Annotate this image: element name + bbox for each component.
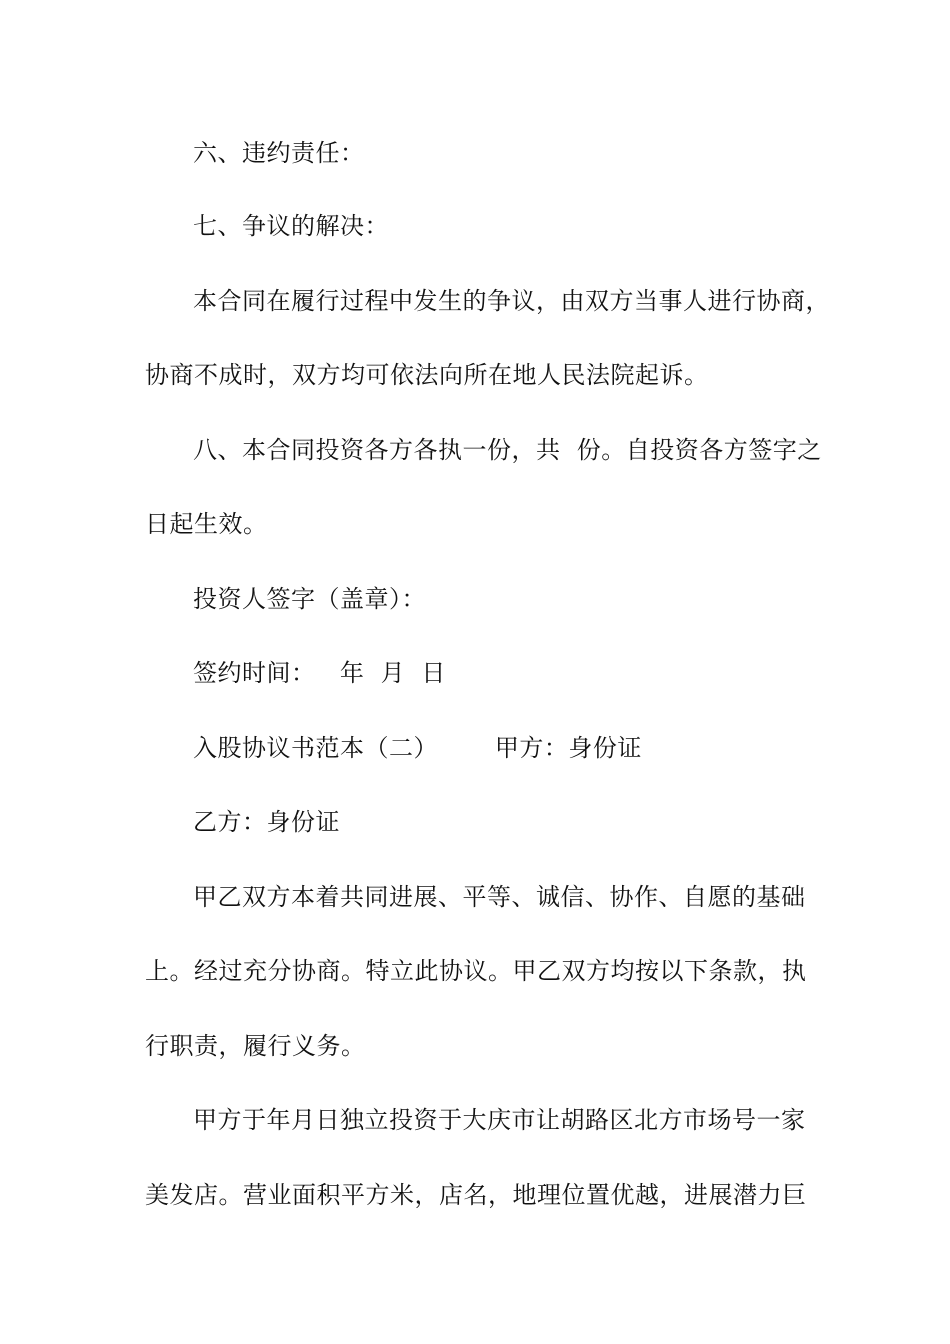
dispute-paragraph-line-1: 本合同在履行过程中发生的争议，由双方当事人进行协商， — [193, 287, 830, 315]
dispute-paragraph-line-2: 协商不成时，双方均可依法向所在地人民法院起诉。 — [145, 361, 709, 389]
agreement-template-2-title: 入股协议书范本（二） 甲方：身份证 — [193, 734, 642, 762]
investment-paragraph-line-2: 美发店。营业面积平方米，店名，地理位置优越，进展潜力巨 — [145, 1181, 807, 1209]
clause-7-heading: 七、争议的解决： — [193, 212, 389, 240]
preamble-line-1: 甲乙双方本着共同进展、平等、诚信、协作、自愿的基础 — [193, 883, 806, 911]
preamble-line-2: 上。经过充分协商。特立此协议。甲乙双方均按以下条款，执 — [145, 957, 807, 985]
signing-date-label: 签约时间： 年 月 日 — [193, 659, 446, 687]
clause-8-line-2: 日起生效。 — [145, 510, 268, 538]
party-b-id-label: 乙方：身份证 — [193, 808, 340, 836]
investment-paragraph-line-1: 甲方于年月日独立投资于大庆市让胡路区北方市场号一家 — [193, 1106, 806, 1134]
clause-8-line-1: 八、本合同投资各方各执一份，共 份。自投资各方签字之 — [193, 436, 822, 464]
preamble-line-3: 行职责，履行义务。 — [145, 1032, 366, 1060]
clause-6-heading: 六、违约责任： — [193, 139, 365, 167]
investor-signature-label: 投资人签字（盖章）： — [193, 585, 426, 613]
